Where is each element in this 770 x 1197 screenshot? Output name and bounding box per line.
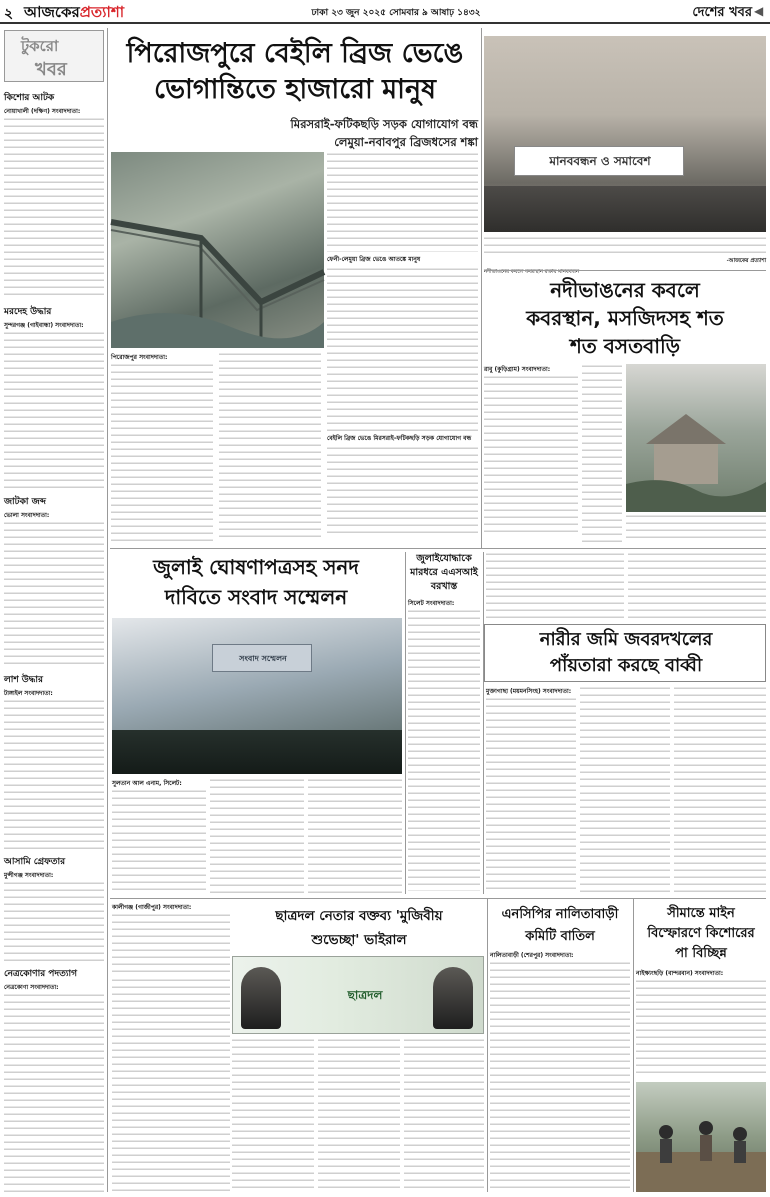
sidebar-item-byline: মুন্সীগঞ্জ সংবাদদাতা: — [4, 872, 54, 879]
border-headline-line2: বিস্ফোরণে কিশোরের — [647, 926, 755, 941]
house-icon — [626, 364, 766, 512]
rally-caption-body — [484, 236, 766, 258]
poster-title: ছাত্রদল — [347, 988, 383, 1002]
border-body — [636, 968, 766, 1078]
sidebar-item — [4, 302, 104, 488]
lead-body-col3 — [327, 152, 478, 542]
rally-banner-text: মানববন্ধন ও সমাবেশ — [549, 154, 651, 168]
sidebar-item-title: নেত্রকোণার পদত্যাগ — [4, 969, 78, 979]
sidebar-logo-line1: টুকরো — [21, 37, 59, 55]
land-body-col2 — [580, 686, 670, 894]
border-byline: নাইক্ষ্যংছড়ি (বান্দরবান) সংবাদদাতা: — [636, 970, 724, 977]
july-body-col2 — [210, 778, 304, 894]
bridge-photo — [111, 152, 324, 348]
press-banner — [212, 644, 312, 672]
column-divider — [481, 28, 482, 548]
ncp-headline-line1: এনসিপির নালিতাবাড়ী — [501, 907, 619, 922]
sidebar-item-title: আসামি গ্রেফতার — [4, 857, 66, 867]
border-photo — [636, 1082, 766, 1192]
lead-byline: পিরোজপুর সংবাদদাতা: — [111, 354, 168, 361]
chhatradal-body-col1 — [112, 978, 230, 1192]
river-body-text — [484, 375, 578, 535]
lead-headline-line2: ভোগান্তিতে হাজারো মানুষ — [153, 74, 437, 105]
masthead — [24, 1, 154, 23]
column-divider — [487, 898, 488, 1192]
land-headline-line1: নারীর জমি জবরদখলের — [539, 629, 713, 650]
section-divider — [110, 898, 766, 899]
chhatradal-body-text — [112, 913, 230, 975]
rally-caption: নদীভাঙনের কবলে কবরস্থান রক্ষায় মানববন্ধন — [484, 269, 580, 275]
section-divider — [484, 270, 766, 271]
sidebar-item — [4, 492, 104, 664]
ncp-headline-line2: কমিটি বাতিল — [525, 929, 595, 944]
chhatradal-body-col3 — [318, 1038, 400, 1192]
river-headline-line2: কবরস্থান, মসজিদসহ শত — [526, 306, 724, 330]
sidebar-item-body — [4, 521, 104, 667]
july-body-col3 — [308, 778, 402, 894]
press-conference-photo — [112, 618, 402, 774]
masthead-accent: প্রত্যাশা — [79, 3, 125, 21]
press-table — [112, 730, 402, 774]
sidebar-item-byline: নেত্রকোণা সংবাদদাতা: — [4, 984, 59, 991]
portrait-avatar — [241, 967, 281, 1029]
land-byline: মুক্তাগাছা (ময়মনসিংহ) সংবাদদাতা: — [486, 688, 572, 695]
river-body-col3 — [626, 514, 766, 542]
lead-body-text — [327, 446, 478, 536]
lead-subsection-2: বেইলি ব্রিজ ভেঙে মিরসরাই-ফটিকছড়ি সড়ক যোগাযোগ বন্ধ — [327, 435, 472, 442]
july-headline-line2: দাবিতে সংবাদ সম্মেলন — [164, 585, 348, 609]
lead-body-col1 — [111, 352, 213, 542]
july-body-col1 — [112, 778, 206, 894]
sidebar-item-byline: ভোলা সংবাদদাতা: — [4, 512, 50, 519]
river-byline: রাবু (কুড়িগ্রাম) সংবাদদাতা: — [484, 366, 551, 373]
column-divider — [633, 898, 634, 1192]
lead-subsection-1: ফেনী-লেমুয়া ব্রিজ ভেঙে আতঙ্কে মানুষ — [327, 256, 421, 263]
land-lead-text-2 — [628, 552, 766, 620]
mother-body-text — [408, 609, 480, 891]
sidebar-item — [4, 670, 104, 846]
sidebar-item-body — [4, 881, 104, 963]
rally-banner — [514, 146, 684, 176]
collapsed-bridge-icon — [111, 152, 324, 348]
land-body-col3 — [674, 686, 766, 894]
land-lead-text — [486, 552, 624, 620]
chevron-left-icon: ◀ — [754, 4, 764, 18]
page-number: ২ — [4, 6, 14, 22]
chhatradal-headline-line1: ছাত্রদল নেতার বক্তব্য 'মুজিবীয় — [275, 908, 443, 924]
section-title: দেশের খবর — [692, 5, 752, 20]
press-banner-text: সংবাদ সম্মেলন — [239, 654, 287, 663]
chhatradal-poster — [232, 956, 484, 1034]
sidebar-item — [4, 88, 104, 296]
sidebar-item-body — [4, 699, 104, 849]
chhatradal-byline: কালীগঞ্জ (গাজীপুর) সংবাদদাতা: — [112, 904, 192, 911]
sidebar-item-body — [4, 117, 104, 297]
portrait-avatar — [433, 967, 473, 1029]
river-photo — [626, 364, 766, 512]
land-body-col1 — [486, 686, 576, 894]
sidebar-item — [4, 852, 104, 958]
column-divider — [107, 28, 108, 1192]
july-headline-line1: জুলাই ঘোষণাপত্রসহ সনদ — [153, 555, 359, 579]
lead-body-text — [111, 363, 213, 541]
sidebar-item-body — [4, 993, 104, 1197]
chhatradal-intro — [112, 902, 230, 974]
section-divider — [110, 548, 766, 549]
july-body-text — [112, 789, 206, 893]
lead-body-text — [327, 152, 478, 252]
rally-caption-row — [484, 258, 766, 275]
ncp-byline: নালিতাবাড়ী (শেরপুর) সংবাদদাতা: — [490, 952, 574, 959]
chhatradal-headline-box — [232, 902, 486, 954]
sidebar-item — [4, 964, 104, 1192]
lead-body-text — [327, 267, 478, 431]
land-headline-line2: পাঁয়তারা করছে বাব্বী — [549, 655, 703, 676]
ncp-body-text — [490, 961, 630, 1189]
river-body-col2 — [582, 364, 622, 542]
river-headline-line1: নদীভাঙনের কবলে — [550, 278, 700, 302]
sidebar-item-title: মরদেহ উদ্ধার — [4, 307, 52, 317]
masthead-plain: আজকের — [24, 3, 80, 21]
sidebar-item-title: জাটকা জব্দ — [4, 497, 46, 507]
sidebar-item-title: লাশ উদ্ধার — [4, 675, 43, 685]
page-header — [0, 0, 770, 24]
people-silhouettes — [484, 186, 766, 232]
sidebar-item-byline: নোয়াখালী (দক্ষিণ) সংবাদদাতা: — [4, 108, 81, 115]
column-divider — [405, 552, 406, 894]
border-body-text — [636, 979, 766, 1075]
lead-body-col2 — [219, 352, 321, 542]
mother-headline-line2: মারধরে এএসআই — [410, 567, 478, 578]
crowd-icon — [636, 1082, 766, 1192]
sidebar-item-body — [4, 331, 104, 491]
sidebar-item-title: কিশোর আটক — [4, 93, 55, 103]
lead-subhead-line2: লেমুয়া-নবাবপুর ব্রিজধসের শঙ্কা — [334, 135, 478, 149]
sidebar-logo-line2: খবর — [35, 59, 67, 80]
dateline: ঢাকা ২৩ জুন ২০২৫ সোমবার ৯ আষাঢ় ১৪৩২ — [311, 8, 481, 18]
sidebar-logo — [4, 30, 104, 82]
sidebar — [4, 30, 104, 1192]
sidebar-item-byline: টাঙ্গাইল সংবাদদাতা: — [4, 690, 53, 697]
chhatradal-headline-line2: শুভেচ্ছা' ভাইরাল — [311, 932, 407, 948]
rally-photo — [484, 36, 766, 232]
mother-headline-line1: জুলাইযোদ্ধাকে — [416, 553, 472, 564]
rally-credit: -আজকের প্রত্যাশা — [726, 258, 766, 264]
column-divider — [483, 552, 484, 894]
river-body-col1 — [484, 364, 578, 542]
land-headline-box — [484, 624, 766, 682]
land-body-text — [486, 697, 576, 891]
mother-byline: সিলেট সংবাদদাতা: — [408, 600, 455, 607]
ncp-body — [490, 950, 630, 1192]
lead-subhead-line1: মিরসরাই-ফটিকছড়ি সড়ক যোগাযোগ বন্ধ — [290, 117, 478, 131]
border-headline-line1: সীমান্তে মাইন — [667, 906, 735, 921]
river-headline-line3: শত বসতবাড়ি — [569, 334, 681, 358]
sidebar-item-byline: সুন্দরগঞ্জ (গাইবান্ধা) সংবাদদাতা: — [4, 322, 84, 329]
july-byline: সুলতান আল এনাম, সিলেট: — [112, 780, 182, 787]
chhatradal-body-col2 — [232, 1038, 314, 1192]
lead-headline-line1: পিরোজপুরে বেইলি ব্রিজ ভেঙে — [126, 38, 464, 69]
mother-headline-line3: বরখাস্ত — [430, 581, 458, 592]
chhatradal-body-col4 — [404, 1038, 484, 1192]
border-headline-line3: পা বিচ্ছিন্ন — [675, 946, 727, 961]
mother-body — [408, 598, 480, 894]
